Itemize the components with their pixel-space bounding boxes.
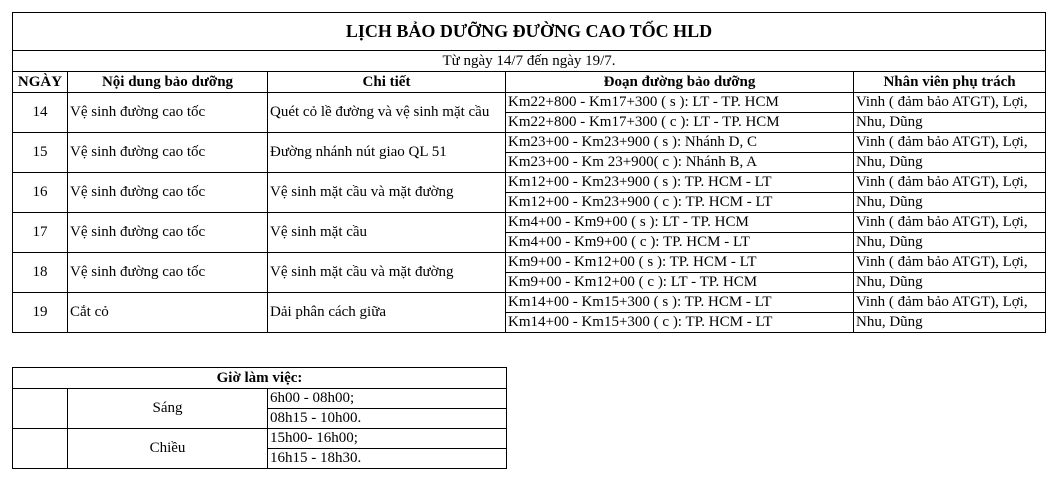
detail-cell: Vệ sinh mặt cầu và mặt đường bbox=[268, 173, 506, 213]
page-title: LỊCH BẢO DƯỠNG ĐƯỜNG CAO TỐC HLD bbox=[13, 13, 1046, 51]
staff-cell: Vinh ( đảm bảo ATGT), Lợi, bbox=[854, 253, 1046, 273]
morning-time-2: 08h15 - 10h00. bbox=[268, 409, 507, 429]
staff-cell: Nhu, Dũng bbox=[854, 153, 1046, 173]
morning-label: Sáng bbox=[68, 389, 268, 429]
working-hours-table bbox=[12, 367, 507, 469]
morning-time-1: 6h00 - 08h00; bbox=[268, 389, 507, 409]
staff-cell: Nhu, Dũng bbox=[854, 233, 1046, 253]
staff-cell: Vinh ( đảm bảo ATGT), Lợi, bbox=[854, 173, 1046, 193]
header-section: Đoạn đường bảo dưỡng bbox=[506, 72, 854, 93]
detail-cell: Vệ sinh mặt cầu và mặt đường bbox=[268, 253, 506, 293]
table-row bbox=[13, 173, 1046, 193]
section-cell: Km14+00 - Km15+300 ( c ): TP. HCM - LT bbox=[506, 313, 854, 333]
staff-cell: Nhu, Dũng bbox=[854, 193, 1046, 213]
header-staff: Nhân viên phụ trách bbox=[854, 72, 1046, 93]
empty-cell bbox=[13, 389, 68, 429]
afternoon-label: Chiều bbox=[68, 429, 268, 469]
staff-cell: Nhu, Dũng bbox=[854, 313, 1046, 333]
staff-cell: Nhu, Dũng bbox=[854, 113, 1046, 133]
table-row bbox=[13, 213, 1046, 233]
table-row bbox=[13, 93, 1046, 113]
table-row bbox=[13, 253, 1046, 273]
staff-cell: Vinh ( đảm bảo ATGT), Lợi, bbox=[854, 213, 1046, 233]
header-day: NGÀY bbox=[13, 72, 68, 93]
staff-cell: Nhu, Dũng bbox=[854, 273, 1046, 293]
content-cell: Vệ sinh đường cao tốc bbox=[68, 173, 268, 213]
section-cell: Km9+00 - Km12+00 ( s ): TP. HCM - LT bbox=[506, 253, 854, 273]
detail-cell: Vệ sinh mặt cầu bbox=[268, 213, 506, 253]
section-cell: Km22+800 - Km17+300 ( c ): LT - TP. HCM bbox=[506, 113, 854, 133]
day-cell: 18 bbox=[13, 253, 68, 293]
section-cell: Km22+800 - Km17+300 ( s ): LT - TP. HCM bbox=[506, 93, 854, 113]
section-cell: Km4+00 - Km9+00 ( s ): LT - TP. HCM bbox=[506, 213, 854, 233]
day-cell: 19 bbox=[13, 293, 68, 333]
content-cell: Vệ sinh đường cao tốc bbox=[68, 213, 268, 253]
table-row bbox=[13, 133, 1046, 153]
staff-cell: Vinh ( đảm bảo ATGT), Lợi, bbox=[854, 133, 1046, 153]
header-content: Nội dung bảo dưỡng bbox=[68, 72, 268, 93]
section-cell: Km4+00 - Km9+00 ( c ): TP. HCM - LT bbox=[506, 233, 854, 253]
table-row bbox=[13, 293, 1046, 313]
section-cell: Km12+00 - Km23+900 ( c ): TP. HCM - LT bbox=[506, 193, 854, 213]
table-row bbox=[13, 429, 507, 449]
header-row bbox=[13, 72, 1046, 93]
staff-cell: Vinh ( đảm bảo ATGT), Lợi, bbox=[854, 293, 1046, 313]
day-cell: 17 bbox=[13, 213, 68, 253]
section-cell: Km14+00 - Km15+300 ( s ): TP. HCM - LT bbox=[506, 293, 854, 313]
detail-cell: Đường nhánh nút giao QL 51 bbox=[268, 133, 506, 173]
content-cell: Cắt cỏ bbox=[68, 293, 268, 333]
empty-cell bbox=[13, 429, 68, 469]
day-cell: 15 bbox=[13, 133, 68, 173]
staff-cell: Vinh ( đảm bảo ATGT), Lợi, bbox=[854, 93, 1046, 113]
afternoon-time-1: 15h00- 16h00; bbox=[268, 429, 507, 449]
day-cell: 16 bbox=[13, 173, 68, 213]
table-row bbox=[13, 389, 507, 409]
content-cell: Vệ sinh đường cao tốc bbox=[68, 93, 268, 133]
header-detail: Chi tiết bbox=[268, 72, 506, 93]
section-cell: Km9+00 - Km12+00 ( c ): LT - TP. HCM bbox=[506, 273, 854, 293]
date-range: Từ ngày 14/7 đến ngày 19/7. bbox=[13, 51, 1046, 72]
section-cell: Km23+00 - Km23+900 ( s ): Nhánh D, C bbox=[506, 133, 854, 153]
detail-cell: Quét cỏ lề đường và vệ sinh mặt cầu bbox=[268, 93, 506, 133]
maintenance-schedule-table bbox=[12, 12, 1046, 333]
content-cell: Vệ sinh đường cao tốc bbox=[68, 133, 268, 173]
content-cell: Vệ sinh đường cao tốc bbox=[68, 253, 268, 293]
section-cell: Km23+00 - Km 23+900( c ): Nhánh B, A bbox=[506, 153, 854, 173]
working-hours-title: Giờ làm việc: bbox=[13, 368, 507, 389]
day-cell: 14 bbox=[13, 93, 68, 133]
detail-cell: Dải phân cách giữa bbox=[268, 293, 506, 333]
afternoon-time-2: 16h15 - 18h30. bbox=[268, 449, 507, 469]
section-cell: Km12+00 - Km23+900 ( s ): TP. HCM - LT bbox=[506, 173, 854, 193]
